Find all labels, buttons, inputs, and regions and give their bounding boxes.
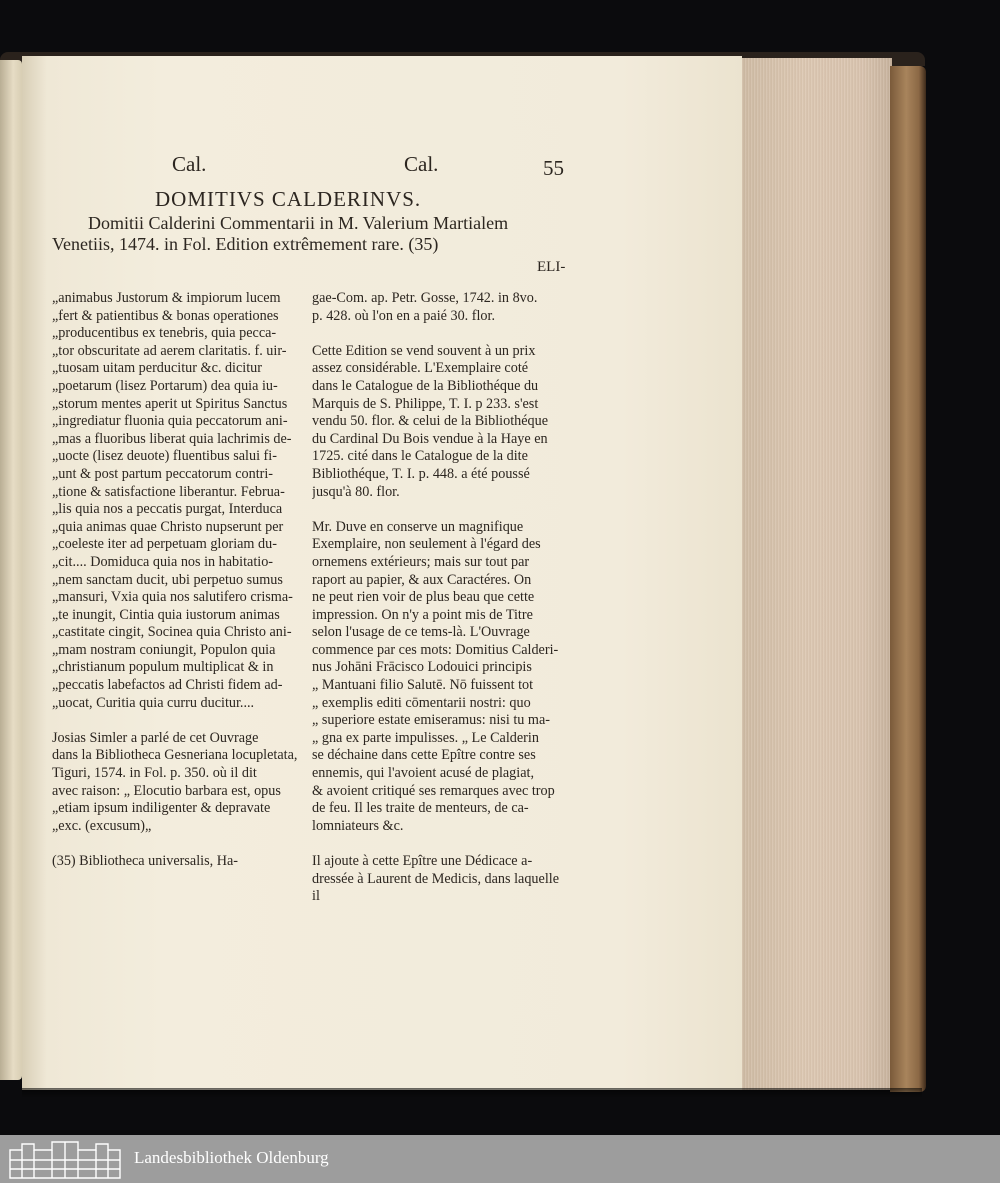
text-line: ne peut rien voir de plus beau que cette bbox=[312, 589, 535, 606]
text-line: vendu 50. flor. & celui de la Bibliothéque bbox=[312, 413, 549, 430]
text-line: du Cardinal Du Bois vendue à la Haye en bbox=[312, 430, 548, 447]
text-line: „nem sanctam ducit, ubi perpetuo sumus bbox=[52, 571, 283, 588]
left-text-column bbox=[52, 290, 300, 871]
text-line: „mam nostram coniungit, Populon quia bbox=[52, 641, 276, 658]
text-line: „ gna ex parte impulisses. „ Le Calderin bbox=[312, 729, 539, 746]
text-line: Tiguri, 1574. in Fol. p. 350. où il dit bbox=[52, 765, 257, 782]
paragraph-gap bbox=[312, 835, 567, 853]
text-line: avec raison: „ Elocutio barbara est, opus bbox=[52, 782, 281, 799]
text-line: „quia animas quae Christo nupserunt per bbox=[52, 518, 284, 535]
text-line: & avoient critiqué ses remarques avec trop bbox=[312, 782, 555, 799]
text-line: „tuosam uitam perducitur &c. dicitur bbox=[52, 360, 262, 377]
text-line: selon l'usage de ce tems-là. L'Ouvrage bbox=[312, 624, 530, 641]
page-number: 55 bbox=[543, 156, 564, 180]
text-line: Il ajoute à cette Epître une Dédicace a- bbox=[312, 853, 533, 869]
paragraph-gap bbox=[312, 325, 567, 343]
right-text-column bbox=[312, 290, 567, 906]
text-line: jusqu'à 80. flor. bbox=[312, 483, 400, 500]
text-line: „christianum populum multiplicat & in bbox=[52, 659, 274, 676]
text-line: „storum mentes aperit ut Spiritus Sanctus bbox=[52, 395, 288, 412]
text-line: p. 428. où l'on en a paié 30. flor. bbox=[312, 307, 496, 324]
text-line: de feu. Il les traite de menteurs, de ca- bbox=[312, 800, 529, 817]
text-line: „mansuri, Vxia quia nos salutifero crisma- bbox=[52, 589, 293, 606]
text-line: dressée à Laurent de Medicis, dans laquelle bbox=[312, 870, 559, 887]
library-name: Landesbibliothek Oldenburg bbox=[134, 1148, 329, 1167]
text-line: „tor obscuritate ad aerem claritatis. f. uir- bbox=[52, 342, 287, 359]
text-line: Bibliothéque, T. I. p. 448. a été poussé bbox=[312, 465, 530, 482]
text-line: „uocte (lisez deuote) fluentibus salui fi- bbox=[52, 448, 277, 465]
text-line: Josias Simler a parlé de cet Ouvrage bbox=[52, 729, 259, 746]
text-line: dans le Catalogue de la Bibliothéque du bbox=[312, 377, 539, 394]
text-line: raport au papier, & aux Caractéres. On bbox=[312, 571, 532, 588]
page-shadow bbox=[22, 1088, 922, 1098]
text-line: impression. On n'y a point mis de Titre bbox=[312, 606, 533, 623]
text-line: „tione & satisfactione liberantur. Februa- bbox=[52, 483, 285, 500]
text-line: „unt & post partum peccatorum contri- bbox=[52, 465, 274, 482]
text-line: Marquis de S. Philippe, T. I. p 233. s'est bbox=[312, 395, 539, 412]
text-line: (35) Bibliotheca universalis, Ha- bbox=[52, 853, 238, 869]
text-line: „ Mantuani filio Salutē. Nō fuissent tot bbox=[312, 677, 534, 694]
text-line: „castitate cingit, Socinea quia Christo ani- bbox=[52, 624, 292, 641]
text-line: ornemens extérieurs; mais sur tout par bbox=[312, 553, 530, 570]
library-footer-bar bbox=[0, 1135, 1000, 1183]
paragraph-gap bbox=[312, 501, 567, 519]
book-cover-edge bbox=[890, 66, 926, 1092]
text-line: „mas a fluoribus liberat quia lachrimis de- bbox=[52, 430, 292, 447]
text-line: „exc. (excusum)„ bbox=[52, 817, 152, 834]
book-fore-edge bbox=[742, 58, 892, 1090]
entry-title-line-2: Venetiis, 1474. in Fol. Edition extrêmement rare. (35) bbox=[52, 234, 439, 254]
text-line: „te inungit, Cintia quia iustorum animas bbox=[52, 606, 280, 623]
text-line: „ingrediatur fluonia quia peccatorum ani- bbox=[52, 413, 288, 430]
text-line: Exemplaire, non seulement à l'égard des bbox=[312, 536, 541, 553]
text-line: „peccatis labefactos ad Christi fidem ad- bbox=[52, 677, 283, 694]
text-line: dans la Bibliotheca Gesneriana locupletata, bbox=[52, 747, 298, 764]
text-line: il bbox=[312, 888, 320, 905]
text-line: „poetarum (lisez Portarum) dea quia iu- bbox=[52, 377, 278, 394]
running-header-left: Cal. bbox=[172, 152, 207, 176]
text-line: „ superiore estate emiseramus: nisi tu ma- bbox=[312, 712, 550, 729]
text-line: „cit.... Domiduca quia nos in habitatio- bbox=[52, 553, 274, 570]
text-line: lomniateurs &c. bbox=[312, 817, 404, 834]
text-line: 1725. cité dans le Catalogue de la dite bbox=[312, 448, 528, 465]
text-line: gae-Com. ap. Petr. Gosse, 1742. in 8vo. bbox=[312, 290, 538, 306]
facing-page-edge bbox=[0, 60, 22, 1080]
text-line: „lis quia nos a peccatis purgat, Interduca bbox=[52, 501, 283, 518]
text-line: „animabus Justorum & impiorum lucem bbox=[52, 290, 281, 306]
text-line: „ exemplis editi cōmentarii nostri: quo bbox=[312, 694, 531, 711]
text-line: „coeleste iter ad perpetuam gloriam du- bbox=[52, 536, 277, 553]
text-line: „fert & patientibus & bonas operationes bbox=[52, 307, 279, 324]
text-line: „uocat, Curitia quia curru ducitur.... bbox=[52, 694, 255, 711]
paragraph-gap bbox=[52, 835, 300, 853]
paragraph-gap bbox=[52, 712, 300, 730]
text-line: Mr. Duve en conserve un magnifique bbox=[312, 518, 524, 535]
section-title: DOMITIVS CALDERINVS. bbox=[155, 187, 422, 211]
text-line: ennemis, qui l'avoient acusé de plagiat, bbox=[312, 765, 534, 782]
text-line: se déchaine dans cette Epître contre ses bbox=[312, 747, 536, 764]
text-line: „producentibus ex tenebris, quia pecca- bbox=[52, 325, 277, 342]
text-line: assez considérable. L'Exemplaire coté bbox=[312, 360, 529, 377]
entry-title-line-1: Domitii Calderini Commentarii in M. Valerium Martialem bbox=[88, 213, 509, 233]
library-building-logo-icon bbox=[6, 1138, 124, 1180]
text-line: commence par ces mots: Domitius Calderi- bbox=[312, 641, 559, 658]
text-line: „etiam ipsum indiligenter & depravate bbox=[52, 800, 271, 817]
catchword: ELI- bbox=[537, 259, 566, 275]
text-line: nus Johāni Frācisco Lodouici principis bbox=[312, 659, 532, 676]
running-header-center: Cal. bbox=[404, 152, 439, 176]
text-line: Cette Edition se vend souvent à un prix bbox=[312, 342, 536, 359]
